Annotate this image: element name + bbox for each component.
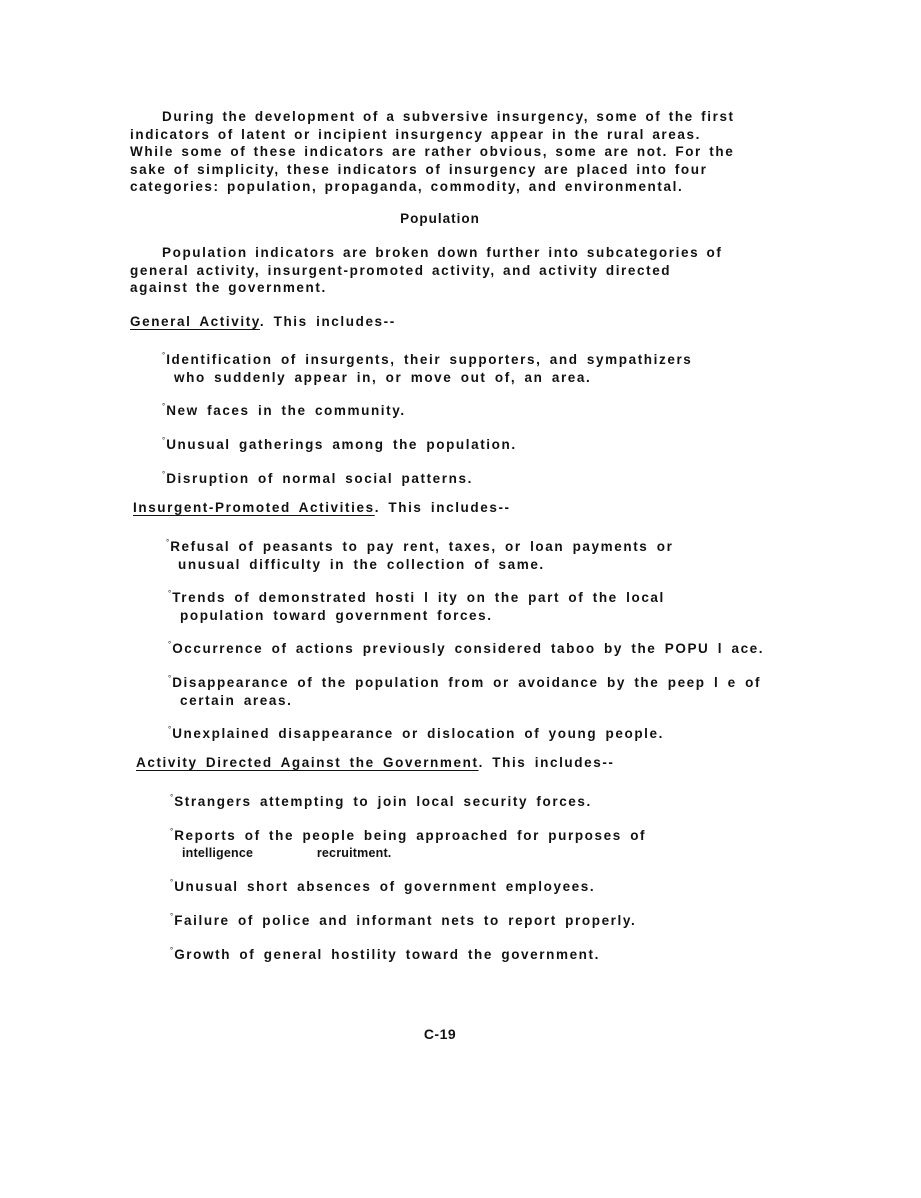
list-item: °Reports of the people being approached for purposes of intelligence recruitment. <box>170 827 647 860</box>
list-item: °Identification of insurgents, their supporters, and sympathizers who suddenly appear in, or move out of, an area. <box>162 351 693 385</box>
intro-line: While some of these indicators are rather obvious, some are not. For the <box>130 144 735 159</box>
bullet-degree-icon: ° <box>166 538 170 547</box>
bullet-degree-icon: ° <box>162 436 166 445</box>
subheading-insurgent-promoted <box>133 500 511 515</box>
population-intro-line: general activity, insurgent-promoted activity, and activity directed <box>130 262 672 278</box>
list-item: °New faces in the community. <box>162 402 406 418</box>
bullet-degree-icon: ° <box>170 912 174 921</box>
list-item: °Occurrence of actions previously considered taboo by the POPU l ace. <box>168 640 765 656</box>
list-item: °Refusal of peasants to pay rent, taxes, or loan payments or unusual difficulty in the collection of same. <box>166 538 674 572</box>
subheading-suffix: . This includes-- <box>374 500 511 515</box>
subheading-against-government <box>136 755 615 770</box>
bullet-degree-icon: ° <box>162 470 166 479</box>
list-item: °Trends of demonstrated hosti l ity on the part of the local population toward government forces. <box>168 589 665 623</box>
intro-line: sake of simplicity, these indicators of insurgency are placed into four <box>130 161 708 177</box>
bullet-degree-icon: ° <box>168 640 172 649</box>
page-number: C-19 <box>423 1026 457 1042</box>
list-item: °Disruption of normal social patterns. <box>162 470 473 486</box>
list-item: °Failure of police and informant nets to report properly. <box>170 912 637 928</box>
list-item: °Unexplained disappearance or dislocation of young people. <box>168 725 664 741</box>
bullet-degree-icon: ° <box>170 878 174 887</box>
bullet-degree-icon: ° <box>168 589 172 598</box>
bullet-degree-icon: ° <box>162 351 166 360</box>
list-item: °Growth of general hostility toward the government. <box>170 946 600 962</box>
subheading-title: Activity Directed Against the Government <box>136 755 479 770</box>
intro-line: indicators of latent or incipient insurgency appear in the rural areas. <box>130 126 701 142</box>
list-item: °Strangers attempting to join local security forces. <box>170 793 592 809</box>
bullet-degree-icon: ° <box>162 402 166 411</box>
intro-line: categories: population, propaganda, commodity, and environmental. <box>130 179 684 194</box>
section-heading-population: Population <box>400 211 480 226</box>
bullet-degree-icon: ° <box>170 827 174 836</box>
intro-line: During the development of a subversive insurgency, some of the first <box>162 109 735 124</box>
subheading-general-activity <box>130 314 396 329</box>
bullet-degree-icon: ° <box>170 946 174 955</box>
subheading-suffix: . This includes-- <box>478 755 615 770</box>
bullet-degree-icon: ° <box>168 674 172 683</box>
list-item: °Disappearance of the population from or avoidance by the peep l e of certain areas. <box>168 674 762 708</box>
population-intro-paragraph <box>130 244 750 297</box>
subheading-title: Insurgent-Promoted Activities <box>133 500 375 515</box>
subheading-title: General Activity <box>130 314 260 329</box>
bullet-degree-icon: ° <box>168 725 172 734</box>
intro-paragraph <box>130 108 750 196</box>
list-item: °Unusual short absences of government employees. <box>170 878 596 894</box>
bullet-degree-icon: ° <box>170 793 174 802</box>
population-intro-line: against the government. <box>130 280 327 295</box>
list-item: °Unusual gatherings among the population. <box>162 436 517 452</box>
subheading-suffix: . This includes-- <box>259 314 396 329</box>
population-intro-line: Population indicators are broken down further into subcategories of <box>162 245 723 260</box>
